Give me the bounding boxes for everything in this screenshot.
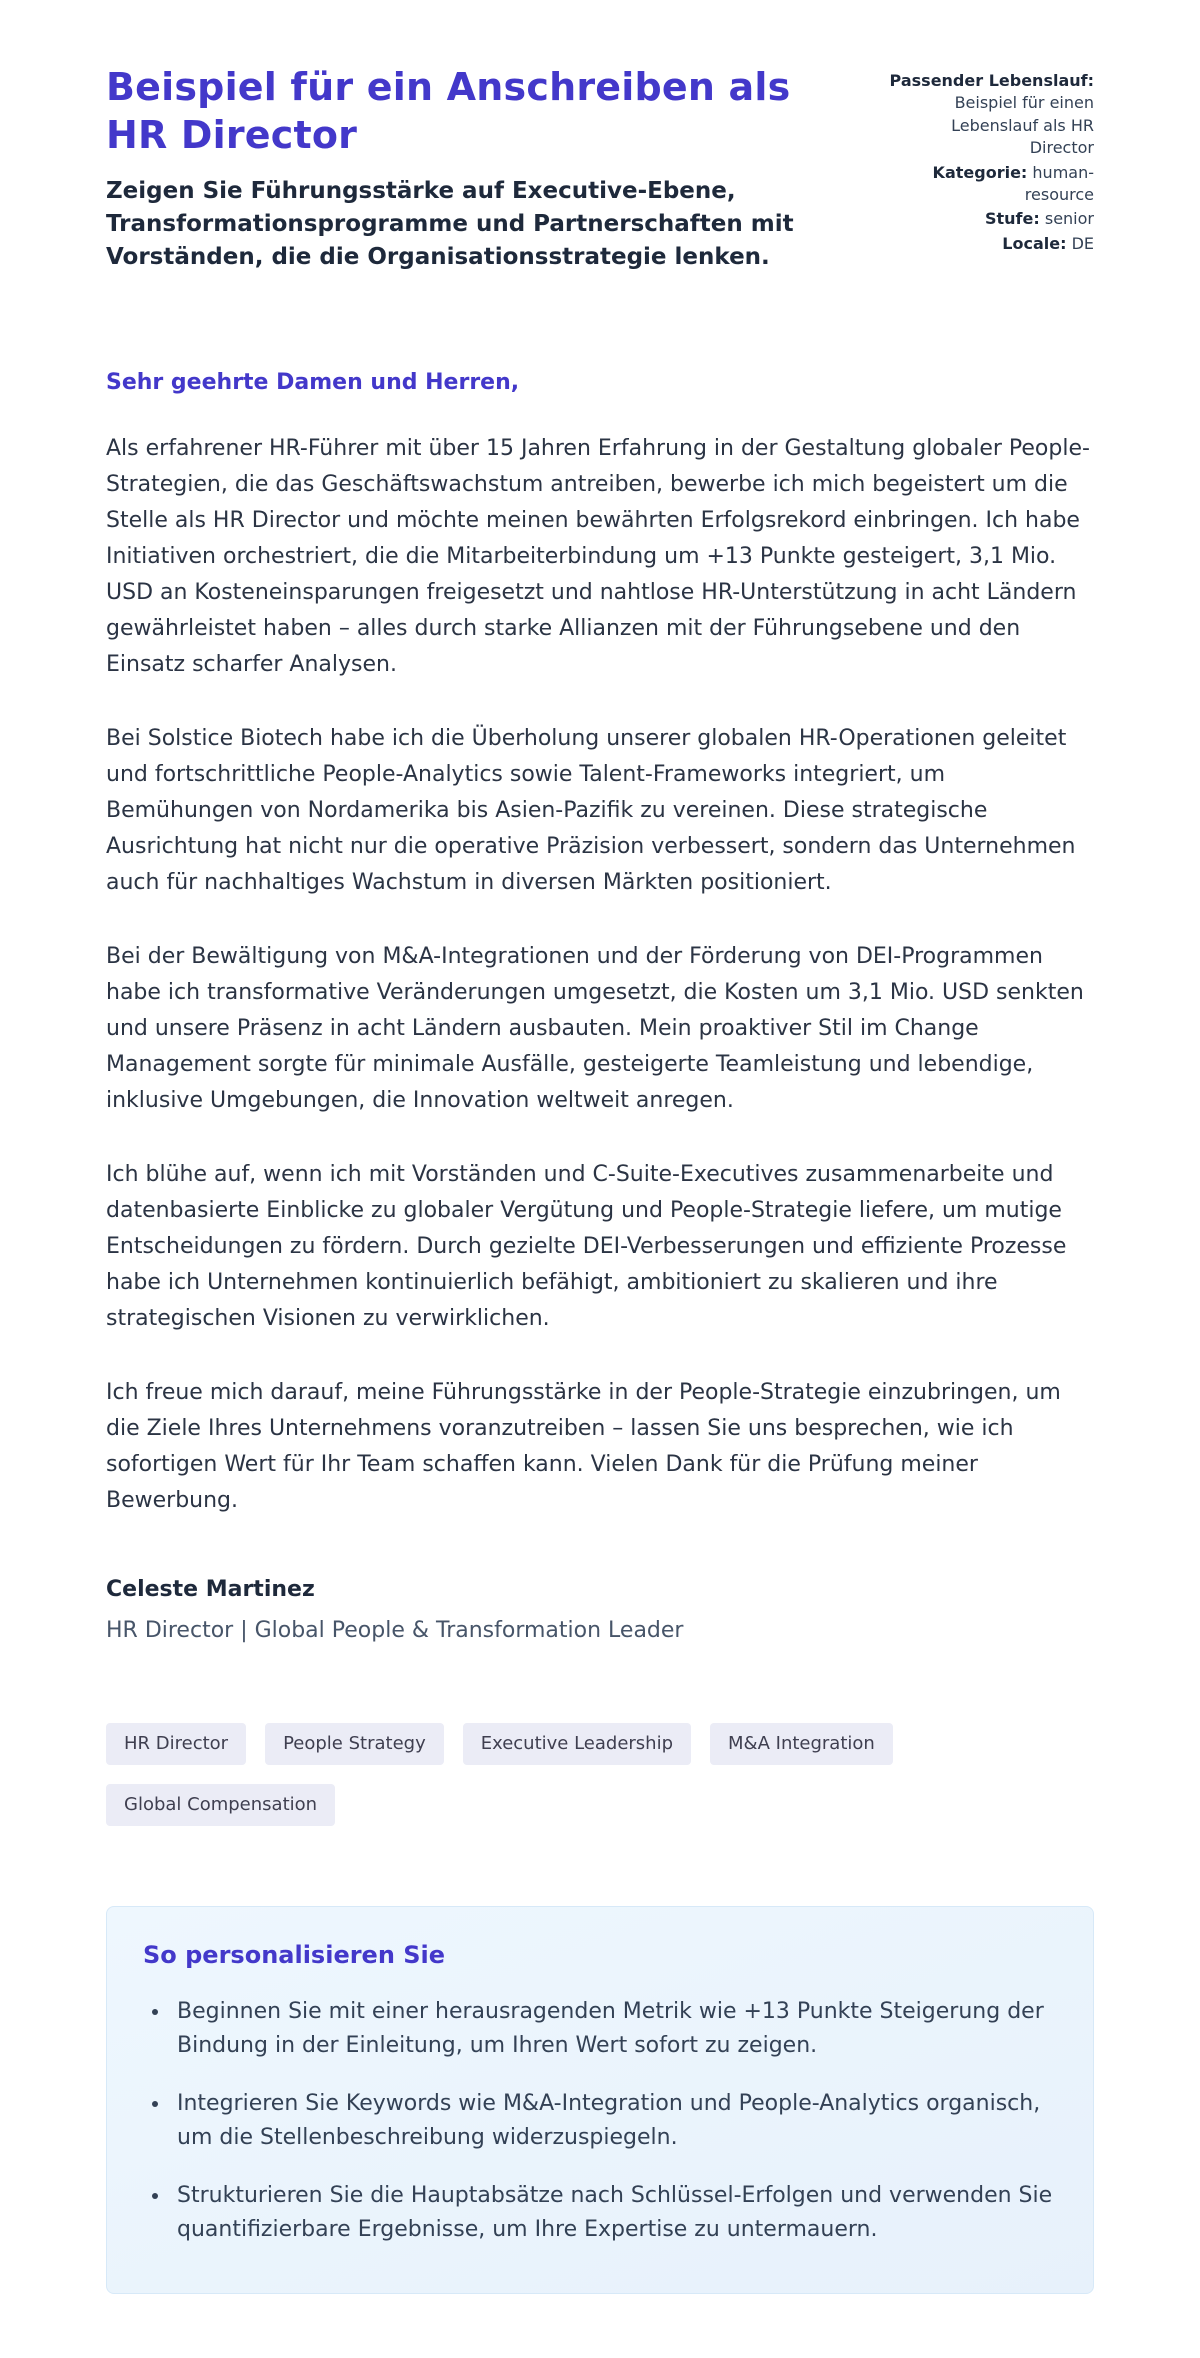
page-subtitle: Zeigen Sie Führungsstärke auf Executive-Ebene, Transformationsprogramme und Partnerschaften mit Vorständen, die die Organisationsstrategie lenken. (106, 178, 794, 270)
tag-chip: Executive Leadership (463, 1723, 691, 1765)
meta-row-category (889, 162, 1094, 207)
salutation: Sehr geehrte Damen und Herren, (106, 369, 520, 395)
personalization-tips-box (106, 1906, 1094, 2294)
tips-title: So personalisieren Sie (143, 1940, 446, 1969)
header (106, 64, 1094, 274)
tag-list (106, 1723, 1094, 1826)
meta-block (889, 64, 1094, 257)
content-container (106, 0, 1094, 2294)
meta-value: DE (1071, 233, 1094, 253)
letter-paragraph: Ich blühe auf, wenn ich mit Vorständen und C-Suite-Executives zusammenarbeite und datenbasierte Einblicke zu globaler Vergütung und People-Strategie liefere, um mutige Entscheidungen zu fördern. Durch gezielte DEI-Verbesserungen und effiziente Prozesse habe ich Unternehmen kontinuierlich befähigt, ambitioniert zu skalieren und ihre strategischen Visionen zu verwirklichen. (106, 1161, 1067, 1331)
meta-label: Stufe: (984, 209, 1040, 229)
tag-chip: Global Compensation (106, 1784, 335, 1826)
tag-chip: People Strategy (265, 1723, 444, 1765)
meta-row-locale (889, 233, 1094, 255)
meta-label: Kategorie: (932, 162, 1028, 182)
letter-paragraph: Ich freue mich darauf, meine Führungsstärke in der People-Strategie einzubringen, um die Ziele Ihres Unternehmens voranzutreiben – lassen Sie uns besprechen, wie ich sofortigen Wert für Ihr Team schaffen kann. Vielen Dank für die Prüfung meiner Bewerbung. (106, 1379, 1061, 1513)
letter-paragraph: Als erfahrener HR-Führer mit über 15 Jahren Erfahrung in der Gestaltung globaler People-Strategien, die das Geschäftswachstum antreiben, bewerbe ich mich begeistert um die Stelle als HR Director und möchte meinen bewährten Erfolgsrekord einbringen. Ich habe Initiativen orchestriert, die die Mitarbeiterbindung um +13 Punkte gesteigert, 3,1 Mio. USD an Kosteneinsparungen freigesetzt und nahtlose HR-Unterstützung in acht Ländern gewährleistet haben – alles durch starke Allianzen mit der Führungsebene und den Einsatz scharfer Analysen. (106, 435, 1090, 677)
meta-value: senior (1044, 209, 1094, 229)
tip-item: • Integrieren Sie Keywords wie M&A-Integration und People-Analytics organisch, um die Stellenbeschreibung widerzuspiegeln. (171, 2087, 1059, 2155)
letter-paragraph: Bei Solstice Biotech habe ich die Überholung unserer globalen HR-Operationen geleitet und fortschrittliche People-Analytics sowie Talent-Frameworks integriert, um Bemühungen von Nordamerika bis Asien-Pazifik zu vereinen. Diese strategische Ausrichtung hat nicht nur die operative Präzision verbessert, sondern das Unternehmen auch für nachhaltiges Wachstum in diversen Märkten positioniert. (106, 725, 1076, 895)
meta-label: Passender Lebenslauf: (889, 71, 1094, 90)
header-left (106, 64, 826, 274)
tip-item: • Beginnen Sie mit einer herausragenden Metrik wie +13 Punkte Steigerung der Bindung in der Einleitung, um Ihren Wert sofort zu zeigen. (171, 1995, 1059, 2063)
tip-item: • Strukturieren Sie die Hauptabsätze nach Schlüssel-Erfolgen und verwenden Sie quantifizierbare Ergebnisse, um Ihre Expertise zu untermauern. (171, 2179, 1059, 2247)
meta-value: human-resource (1024, 162, 1094, 204)
page-title: Beispiel für ein Anschreiben als HR Director (106, 65, 791, 157)
meta-label: Locale: (1002, 233, 1067, 253)
letter-paragraph: Bei der Bewältigung von M&A-Integrationen und der Förderung von DEI-Programmen habe ich transformative Veränderungen umgesetzt, die Kosten um 3,1 Mio. USD senkten und unsere Präsenz in acht Ländern ausbauten. Mein proaktiver Stil im Change Management sorgte für minimale Ausfälle, gesteigerte Teamleistung und lebendige, inklusive Umgebungen, die Innovation weltweit anregen. (106, 943, 1084, 1113)
signature-name: Celeste Martinez (106, 1576, 315, 1602)
cover-letter (106, 370, 1094, 1643)
meta-row-level (889, 208, 1094, 230)
meta-value: Beispiel für einen Lebenslauf als HR Director (951, 93, 1094, 158)
tips-list (141, 1995, 1059, 2247)
tag-chip: HR Director (106, 1723, 246, 1765)
signature-title: HR Director | Global People & Transformation Leader (106, 1617, 684, 1643)
meta-row-matching-resume (889, 70, 1094, 160)
tag-chip: M&A Integration (710, 1723, 893, 1765)
